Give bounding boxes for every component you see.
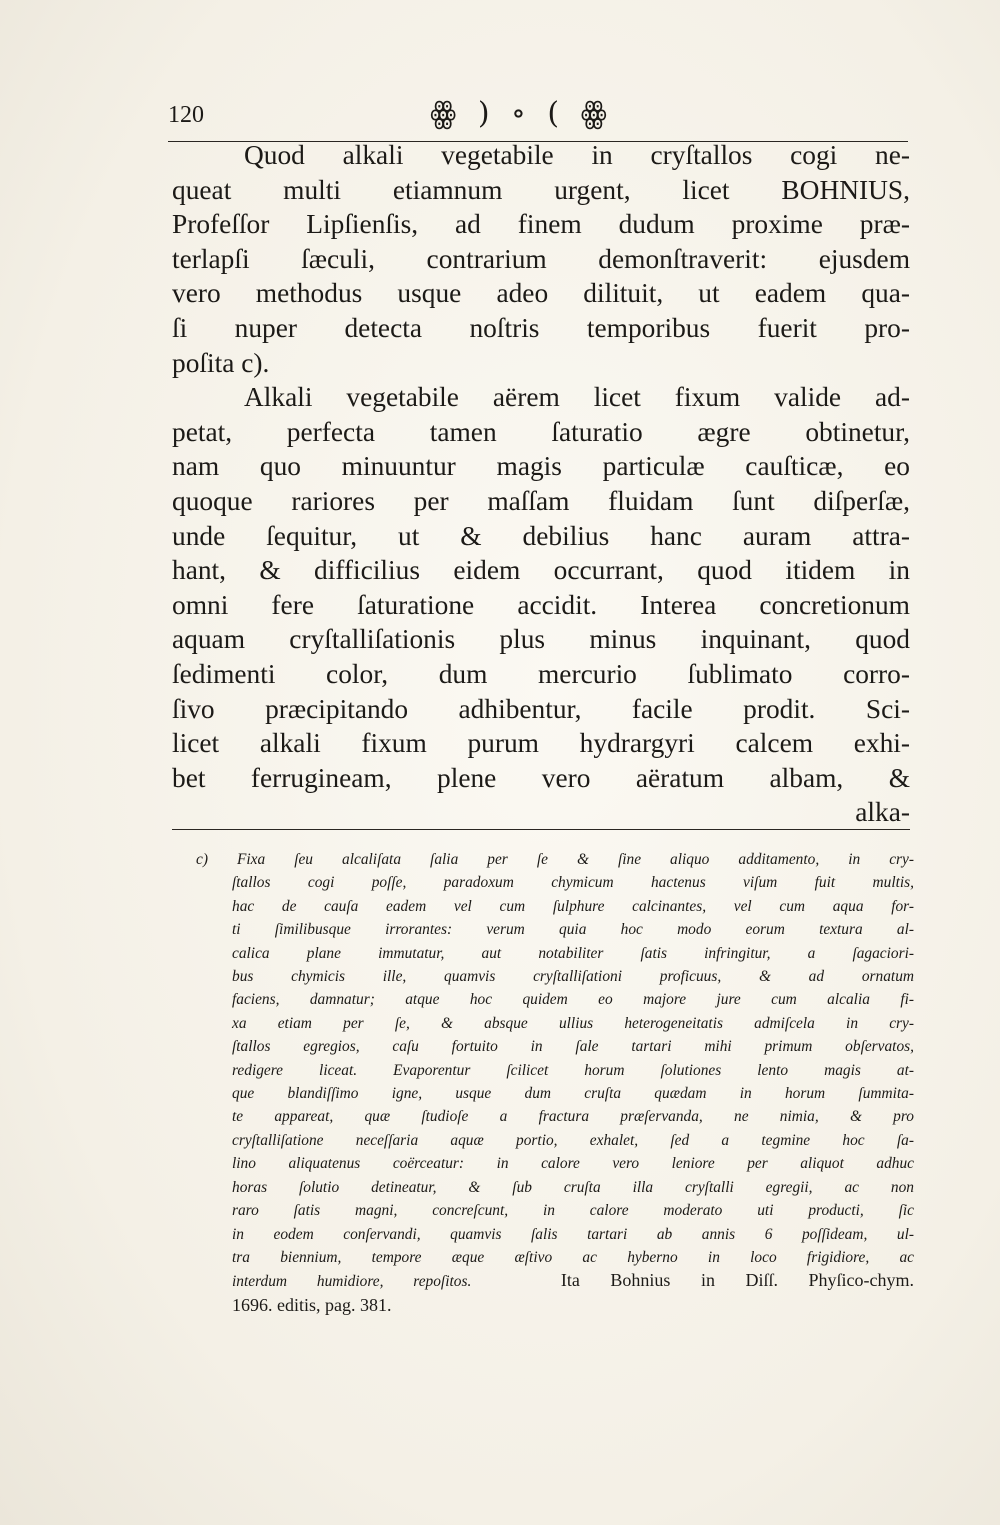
footnote-line: bus chymicis ille, quamvis cryſtalliſationi proficuus, & ad ornatum <box>232 968 914 986</box>
footnote-line: raro ſatis magni, concreſcunt, in calore moderato uti producti, ſic <box>232 1202 914 1220</box>
text-line: terlapſi ſæculi, contrarium demonſtraverit: ejusdem <box>172 243 910 274</box>
text-line: ſivo præcipitando adhibentur, facile prodit. Sci- <box>172 693 910 724</box>
footnote-italic-segment: interdum humidiore, repoſitos. <box>232 1273 472 1291</box>
footnote-line: tra biennium, tempore æque æſtivo ac hyberno in loco frigidiore, ac <box>232 1248 914 1266</box>
footnote-line: ti ſimilibusque irrorantes: verum quia hoc modo eorum textura al- <box>232 921 914 939</box>
page-number: 120 <box>168 102 204 128</box>
text-line: Alkali vegetabile aërem licet fixum valide ad- <box>244 382 910 413</box>
text-line: ſedimenti color, dum mercurio ſublimato corro- <box>172 658 910 689</box>
text-line: petat, perfecta tamen ſaturatio ægre obtinetur, <box>172 416 910 447</box>
text-line: licet alkali fixum purum hydrargyri calcem exhi- <box>172 728 910 759</box>
footnote-line: redigere liceat. Evaporentur ſcilicet horum ſolutiones lento magis at- <box>232 1061 914 1079</box>
text-line: aquam cryſtalliſationis plus minus inquinant, quod <box>172 624 910 655</box>
text-line: ſi nuper detecta noſtris temporibus fuerit pro- <box>172 312 910 343</box>
footnote-line: ſtallos egregios, caſu fortuito in ſale tartari mihi primum obſervatos, <box>232 1038 914 1056</box>
footnote-line: in eodem conſervandi, quamvis ſalis tartari ab annis 6 poſſideam, ul- <box>232 1225 914 1243</box>
header-ornament-icon: ꙮ ) ∘ ( ꙮ <box>430 96 613 131</box>
footnote-line: calica plane immutatur, aut notabiliter ſatis infringitur, a ſagaciori- <box>232 944 914 962</box>
main-text <box>172 138 910 830</box>
footnote-line: que blandiſſimo igne, usque dum cruſta quædam in horum ſummita- <box>232 1085 914 1103</box>
footnote-final-line: 1696. editis, pag. 381. <box>232 1294 392 1315</box>
text-line: omni fere ſaturatione accidit. Interea concretionum <box>172 589 910 620</box>
footnote-line: te appareat, quæ ſtudioſe a fractura præſervanda, ne nimia, & pro <box>232 1108 914 1126</box>
catchword: alka- <box>855 797 910 828</box>
footnote <box>196 848 914 1317</box>
text-line: hant, & difficilius eidem occurrant, quod itidem in <box>172 555 910 586</box>
footnote-line: c) Fixa ſeu alcaliſata ſalia per ſe & ſine aliquo additamento, in cry- <box>196 851 914 868</box>
footnote-citation: Ita Bohnius in Diſſ. Phyſico-chym. <box>560 1270 914 1291</box>
text-line: queat multi etiamnum urgent, licet BOHNIUS, <box>172 174 910 205</box>
footnote-line: ſtallos cogi poſſe, paradoxum chymicum hactenus viſum fuit multis, <box>232 874 914 892</box>
footnote-line: xa etiam per ſe, & absque ullius heterogeneitatis admiſcela in cry- <box>232 1014 914 1032</box>
footnote-line: lino aliquatenus coërceatur: in calore vero leniore per aliquot adhuc <box>232 1155 914 1173</box>
text-line: unde ſequitur, ut & debilius hanc auram attra- <box>172 520 910 551</box>
text-line: Quod alkali vegetabile in cryſtallos cogi ne- <box>244 140 910 170</box>
text-line: vero methodus usque adeo dilituit, ut eadem qua- <box>172 278 910 309</box>
text-line: bet ferrugineam, plene vero aëratum albam, & <box>172 762 910 793</box>
page-header <box>168 96 908 140</box>
text-line: poſita c). <box>172 347 270 378</box>
footnote-line: faciens, damnatur; atque hoc quidem eo majore jure cum alcalia fi- <box>232 991 914 1009</box>
footnote-rule <box>172 829 910 830</box>
footnote-line: horas ſolutio detineatur, & ſub cruſta illa cryſtalli egregii, ac non <box>232 1178 914 1196</box>
text-line: nam quo minuuntur magis particulæ cauſticæ, eo <box>172 451 910 482</box>
text-line: Profeſſor Lipſienſis, ad finem dudum proxime præ- <box>172 209 910 240</box>
footnote-line: hac de cauſa eadem vel cum ſulphure calcinantes, vel cum aqua for- <box>232 897 914 915</box>
footnote-line <box>196 1269 914 1293</box>
text-line: quoque rariores per maſſam fluidam ſunt diſperſæ, <box>172 485 910 516</box>
footnote-line: cryſtalliſatione neceſſaria aquæ portio, exhalet, ſed a tegmine hoc ſa- <box>232 1131 914 1149</box>
